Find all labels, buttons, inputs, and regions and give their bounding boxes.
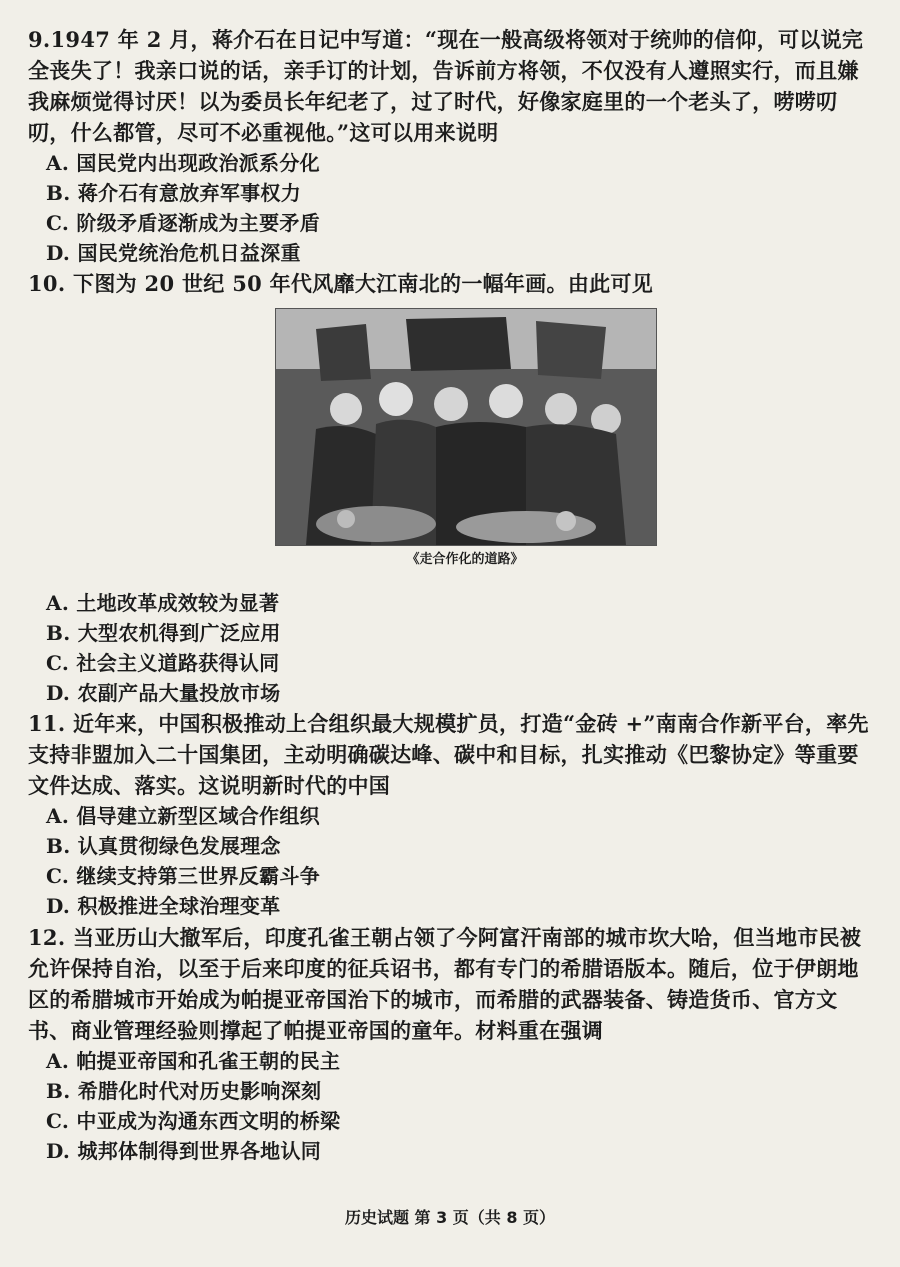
question-12-option-c: C. 中亚成为沟通东西文明的桥梁 — [46, 1109, 341, 1133]
question-10-stem: 10. 下图为 20 世纪 50 年代风靡大江南北的一幅年画。由此可见 — [28, 271, 654, 296]
question-12-option-b: B. 希腊化时代对历史影响深刻 — [46, 1079, 322, 1103]
question-10-options — [28, 588, 878, 708]
question-11 — [28, 708, 878, 921]
question-9-option-d: D. 国民党统治危机日益深重 — [46, 241, 301, 265]
question-12-option-a: A. 帕提亚帝国和孔雀王朝的民主 — [46, 1049, 341, 1073]
figure-caption: 《走合作化的道路》 — [406, 552, 524, 567]
page-footer: 历史试题 第 3 页（共 8 页） — [344, 1208, 556, 1227]
question-11-option-d: D. 积极推进全球治理变革 — [46, 894, 281, 918]
painting-illustration — [276, 309, 656, 545]
question-9 — [28, 24, 878, 268]
new-year-painting-figure — [275, 308, 655, 576]
question-11-stem: 11. 近年来，中国积极推动上合组织最大规模扩员，打造“金砖 +”南南合作新平台，率先支持非盟加入二十国集团，主动明确碳达峰、碳中和目标，扎实推动《巴黎协定》等重要文件达成、落实。这说明新时代的中国 — [28, 711, 869, 798]
question-10-stem-block — [28, 268, 878, 299]
question-10-option-d: D. 农副产品大量投放市场 — [46, 681, 281, 705]
question-9-option-b: B. 蒋介石有意放弃军事权力 — [46, 181, 302, 205]
question-10-option-b: B. 大型农机得到广泛应用 — [46, 621, 281, 645]
question-11-option-b: B. 认真贯彻绿色发展理念 — [46, 834, 281, 858]
question-12 — [28, 922, 878, 1166]
question-12-stem: 12. 当亚历山大撤军后，印度孔雀王朝占领了今阿富汗南部的城市坎大哈，但当地市民被允许保持自治，以至于后来印度的征兵诏书，都有专门的希腊语版本。随后，位于伊朗地区的希腊城市开始成为帕提亚帝国治下的城市，而希腊的武器装备、铸造货币、官方文书、商业管理经验则撑起了帕提亚帝国的童年。材料重在强调 — [28, 925, 862, 1043]
question-11-option-c: C. 继续支持第三世界反霸斗争 — [46, 864, 320, 888]
new-year-painting-image — [275, 308, 657, 546]
question-12-option-d: D. 城邦体制得到世界各地认同 — [46, 1139, 322, 1163]
question-9-option-c: C. 阶级矛盾逐渐成为主要矛盾 — [46, 211, 320, 235]
question-10-option-c: C. 社会主义道路获得认同 — [46, 651, 280, 675]
question-9-stem: 9.1947 年 2 月，蒋介石在日记中写道：“现在一般高级将领对于统帅的信仰，可以说完全丧失了！我亲口说的话，亲手订的计划，告诉前方将领，不仅没有人遵照实行，而且嫌我麻烦觉得讨厌！以为委员长年纪老了，过了时代，好像家庭里的一个老头了，唠唠叨叨，什么都管，尽可不必重视他。”这可以用来说明 — [28, 27, 864, 145]
question-11-option-a: A. 倡导建立新型区域合作组织 — [46, 804, 320, 828]
question-10-option-a: A. 土地改革成效较为显著 — [46, 591, 280, 615]
question-9-option-a: A. 国民党内出现政治派系分化 — [46, 151, 320, 175]
